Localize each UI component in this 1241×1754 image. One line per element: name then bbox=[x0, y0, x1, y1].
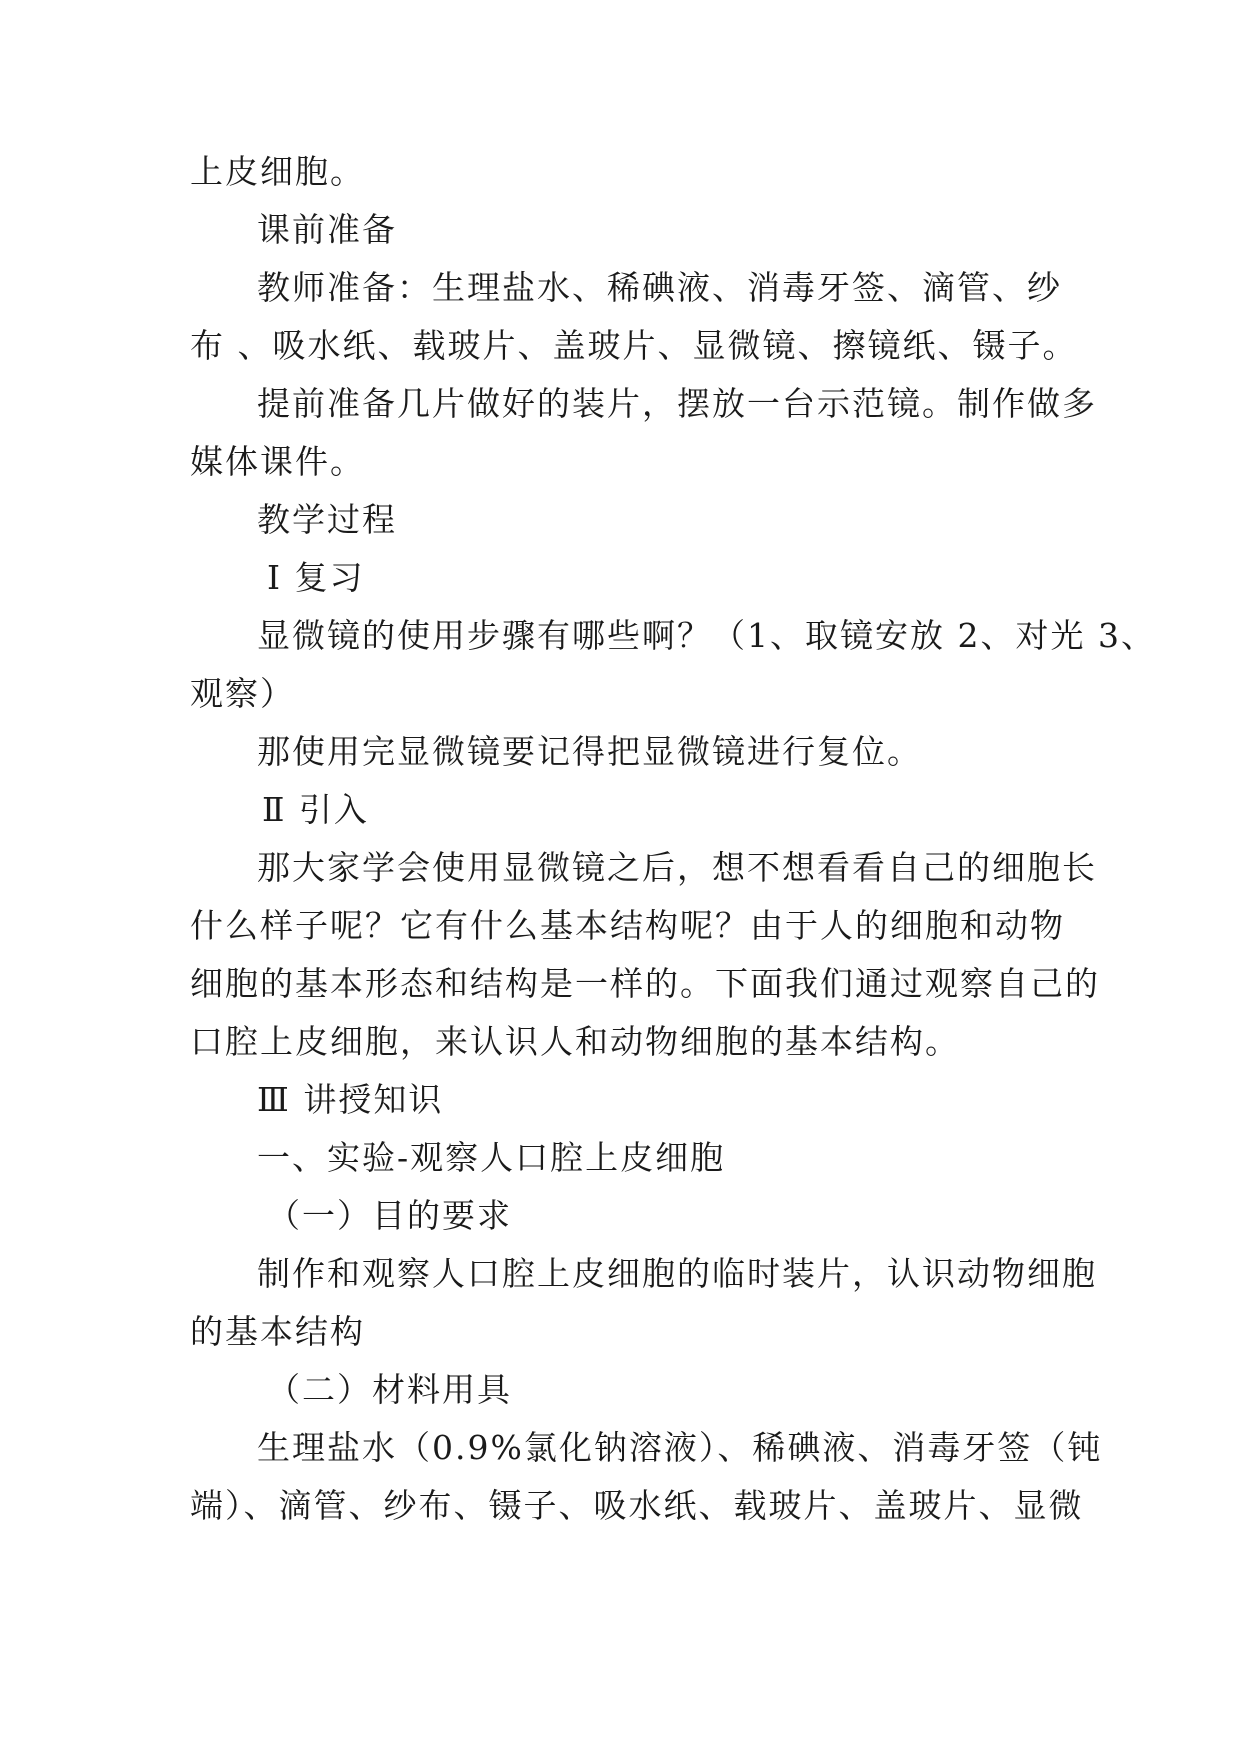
section-heading: Ⅲ 讲授知识 bbox=[257, 1080, 444, 1119]
text-line: 的基本结构 bbox=[190, 1312, 365, 1351]
text-line: 口腔上皮细胞，来认识人和动物细胞的基本结构。 bbox=[190, 1022, 960, 1061]
text-line: 端）、滴管、纱布、镊子、吸水纸、载玻片、盖玻片、显微 bbox=[190, 1486, 1084, 1525]
text-line: 观察） bbox=[190, 674, 295, 713]
section-heading: Ⅱ 引入 bbox=[262, 790, 369, 829]
text-line: 生理盐水（0.9%氯化钠溶液）、稀碘液、消毒牙签（钝 bbox=[257, 1428, 1103, 1467]
section-heading: Ⅰ 复习 bbox=[267, 558, 365, 597]
subsection-heading: 一、实验-观察人口腔上皮细胞 bbox=[257, 1138, 726, 1177]
text-line: 上皮细胞。 bbox=[190, 152, 365, 191]
subsection-heading: （二）材料用具 bbox=[267, 1370, 512, 1409]
text-line: 制作和观察人口腔上皮细胞的临时装片，认识动物细胞 bbox=[257, 1254, 1097, 1293]
section-heading: 教学过程 bbox=[257, 500, 397, 539]
text-line: 布 、吸水纸、载玻片、盖玻片、显微镜、擦镜纸、镊子。 bbox=[190, 326, 1078, 365]
text-line: 那使用完显微镜要记得把显微镜进行复位。 bbox=[257, 732, 922, 771]
section-heading: 课前准备 bbox=[257, 210, 397, 249]
subsection-heading: （一）目的要求 bbox=[267, 1196, 512, 1235]
text-line: 什么样子呢？它有什么基本结构呢？由于人的细胞和动物 bbox=[190, 906, 1065, 945]
text-line: 显微镜的使用步骤有哪些啊？（1、取镜安放 2、对光 3、 bbox=[257, 616, 1156, 655]
text-line: 教师准备：生理盐水、稀碘液、消毒牙签、滴管、纱 bbox=[257, 268, 1062, 307]
text-line: 细胞的基本形态和结构是一样的。下面我们通过观察自己的 bbox=[190, 964, 1100, 1003]
text-line: 提前准备几片做好的装片，摆放一台示范镜。制作做多 bbox=[257, 384, 1097, 423]
text-line: 那大家学会使用显微镜之后，想不想看看自己的细胞长 bbox=[257, 848, 1097, 887]
text-line: 媒体课件。 bbox=[190, 442, 365, 481]
